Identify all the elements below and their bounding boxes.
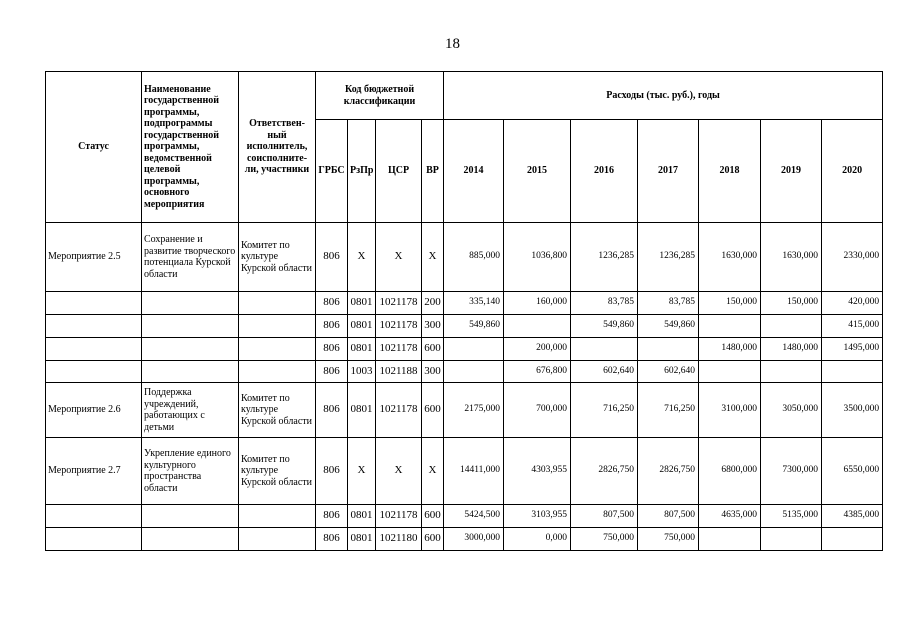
row-name bbox=[142, 505, 239, 528]
row-rzpr: X bbox=[348, 438, 376, 505]
row-expense-value: 750,000 bbox=[571, 528, 638, 551]
row-expense-value: 6800,000 bbox=[699, 438, 761, 505]
row-expense-value: 3050,000 bbox=[761, 383, 822, 438]
header-grbs: ГРБС bbox=[316, 120, 348, 223]
row-expense-value: 5135,000 bbox=[761, 505, 822, 528]
row-name bbox=[142, 315, 239, 338]
row-expense-value bbox=[761, 361, 822, 383]
header-vr: ВР bbox=[422, 120, 444, 223]
row-grbs: 806 bbox=[316, 361, 348, 383]
row-rzpr: X bbox=[348, 223, 376, 292]
row-expense-value: 83,785 bbox=[638, 292, 699, 315]
row-name: Поддержка учреждений, работающих с детьми bbox=[142, 383, 239, 438]
row-expense-value: 676,800 bbox=[504, 361, 571, 383]
row-vr: 600 bbox=[422, 505, 444, 528]
row-status bbox=[46, 315, 142, 338]
row-expense-value: 83,785 bbox=[571, 292, 638, 315]
header-rzpr: РзПр bbox=[348, 120, 376, 223]
row-expense-value: 807,500 bbox=[571, 505, 638, 528]
row-csr: 1021178 bbox=[376, 338, 422, 361]
row-grbs: 806 bbox=[316, 223, 348, 292]
header-year: 2017 bbox=[638, 120, 699, 223]
row-responsible: Комитет по культуре Курской области bbox=[239, 223, 316, 292]
row-vr: 600 bbox=[422, 383, 444, 438]
row-expense-value: 602,640 bbox=[571, 361, 638, 383]
row-csr: 1021180 bbox=[376, 528, 422, 551]
row-status bbox=[46, 505, 142, 528]
row-vr: 200 bbox=[422, 292, 444, 315]
row-grbs: 806 bbox=[316, 315, 348, 338]
row-status: Мероприятие 2.6 bbox=[46, 383, 142, 438]
row-vr: 300 bbox=[422, 361, 444, 383]
row-expense-value bbox=[571, 338, 638, 361]
row-expense-value bbox=[699, 315, 761, 338]
row-name bbox=[142, 292, 239, 315]
header-csr: ЦСР bbox=[376, 120, 422, 223]
row-name bbox=[142, 338, 239, 361]
row-expense-value bbox=[444, 338, 504, 361]
row-responsible: Комитет по культуре Курской области bbox=[239, 383, 316, 438]
row-expense-value: 1236,285 bbox=[571, 223, 638, 292]
table-row bbox=[46, 383, 883, 438]
budget-table bbox=[45, 71, 883, 551]
row-csr: 1021188 bbox=[376, 361, 422, 383]
header-responsible: Ответствен-ный исполнитель, соисполните-ли, участники bbox=[239, 72, 316, 223]
row-expense-value: 4385,000 bbox=[822, 505, 883, 528]
row-rzpr: 0801 bbox=[348, 528, 376, 551]
row-csr: X bbox=[376, 438, 422, 505]
row-responsible: Комитет по культуре Курской области bbox=[239, 438, 316, 505]
row-grbs: 806 bbox=[316, 528, 348, 551]
row-expense-value: 0,000 bbox=[504, 528, 571, 551]
row-expense-value: 3500,000 bbox=[822, 383, 883, 438]
row-responsible bbox=[239, 505, 316, 528]
row-expense-value: 200,000 bbox=[504, 338, 571, 361]
row-expense-value: 150,000 bbox=[761, 292, 822, 315]
row-expense-value: 4303,955 bbox=[504, 438, 571, 505]
row-expense-value: 420,000 bbox=[822, 292, 883, 315]
page-number: 18 bbox=[445, 36, 460, 52]
row-expense-value: 3000,000 bbox=[444, 528, 504, 551]
row-grbs: 806 bbox=[316, 383, 348, 438]
row-expense-value: 716,250 bbox=[638, 383, 699, 438]
header-year: 2015 bbox=[504, 120, 571, 223]
row-expense-value: 2175,000 bbox=[444, 383, 504, 438]
row-expense-value bbox=[761, 315, 822, 338]
row-csr: 1021178 bbox=[376, 505, 422, 528]
row-expense-value: 415,000 bbox=[822, 315, 883, 338]
row-responsible bbox=[239, 338, 316, 361]
header-name: Наименование государственной программы, подпрограммы государственной программы, ведомственной целевой программы, основного мероприятия bbox=[142, 72, 239, 223]
table-row bbox=[46, 528, 883, 551]
row-rzpr: 0801 bbox=[348, 383, 376, 438]
row-expense-value: 2330,000 bbox=[822, 223, 883, 292]
row-expense-value: 1036,800 bbox=[504, 223, 571, 292]
row-grbs: 806 bbox=[316, 292, 348, 315]
row-expense-value: 807,500 bbox=[638, 505, 699, 528]
table-row bbox=[46, 505, 883, 528]
header-expenses: Расходы (тыс. руб.), годы bbox=[444, 72, 883, 120]
row-status: Мероприятие 2.5 bbox=[46, 223, 142, 292]
row-expense-value: 700,000 bbox=[504, 383, 571, 438]
row-name: Укрепление единого культурного пространства области bbox=[142, 438, 239, 505]
row-name bbox=[142, 528, 239, 551]
row-vr: 600 bbox=[422, 338, 444, 361]
row-status bbox=[46, 338, 142, 361]
row-expense-value: 5424,500 bbox=[444, 505, 504, 528]
row-expense-value: 335,140 bbox=[444, 292, 504, 315]
row-responsible bbox=[239, 361, 316, 383]
row-responsible bbox=[239, 292, 316, 315]
row-grbs: 806 bbox=[316, 438, 348, 505]
row-expense-value bbox=[761, 528, 822, 551]
row-rzpr: 0801 bbox=[348, 505, 376, 528]
row-expense-value: 14411,000 bbox=[444, 438, 504, 505]
row-vr: 600 bbox=[422, 528, 444, 551]
row-csr: 1021178 bbox=[376, 383, 422, 438]
row-expense-value: 160,000 bbox=[504, 292, 571, 315]
row-expense-value: 549,860 bbox=[638, 315, 699, 338]
table-row bbox=[46, 223, 883, 292]
row-expense-value: 549,860 bbox=[444, 315, 504, 338]
row-csr: 1021178 bbox=[376, 292, 422, 315]
row-expense-value: 1495,000 bbox=[822, 338, 883, 361]
row-expense-value: 3100,000 bbox=[699, 383, 761, 438]
header-year: 2016 bbox=[571, 120, 638, 223]
header-year: 2018 bbox=[699, 120, 761, 223]
row-expense-value: 7300,000 bbox=[761, 438, 822, 505]
table-row bbox=[46, 315, 883, 338]
header-status: Статус bbox=[46, 72, 142, 223]
row-expense-value: 549,860 bbox=[571, 315, 638, 338]
row-name: Сохранение и развитие творческого потенциала Курской области bbox=[142, 223, 239, 292]
row-vr: 300 bbox=[422, 315, 444, 338]
table-row bbox=[46, 438, 883, 505]
row-expense-value: 602,640 bbox=[638, 361, 699, 383]
row-expense-value bbox=[699, 361, 761, 383]
row-csr: X bbox=[376, 223, 422, 292]
row-vr: X bbox=[422, 438, 444, 505]
header-year: 2019 bbox=[761, 120, 822, 223]
row-rzpr: 1003 bbox=[348, 361, 376, 383]
row-responsible bbox=[239, 528, 316, 551]
row-expense-value: 885,000 bbox=[444, 223, 504, 292]
row-expense-value: 6550,000 bbox=[822, 438, 883, 505]
row-expense-value: 1480,000 bbox=[699, 338, 761, 361]
row-expense-value bbox=[822, 528, 883, 551]
header-budget-code: Код бюджетной классификации bbox=[316, 72, 444, 120]
header-year: 2020 bbox=[822, 120, 883, 223]
row-name bbox=[142, 361, 239, 383]
row-expense-value bbox=[822, 361, 883, 383]
row-expense-value bbox=[504, 315, 571, 338]
row-responsible bbox=[239, 315, 316, 338]
row-expense-value: 1236,285 bbox=[638, 223, 699, 292]
row-csr: 1021178 bbox=[376, 315, 422, 338]
row-expense-value: 1480,000 bbox=[761, 338, 822, 361]
table-row bbox=[46, 292, 883, 315]
row-expense-value: 716,250 bbox=[571, 383, 638, 438]
row-status bbox=[46, 528, 142, 551]
row-rzpr: 0801 bbox=[348, 292, 376, 315]
row-expense-value bbox=[699, 528, 761, 551]
row-expense-value: 2826,750 bbox=[638, 438, 699, 505]
table-row bbox=[46, 361, 883, 383]
row-vr: X bbox=[422, 223, 444, 292]
row-expense-value: 2826,750 bbox=[571, 438, 638, 505]
row-status bbox=[46, 361, 142, 383]
row-grbs: 806 bbox=[316, 338, 348, 361]
row-rzpr: 0801 bbox=[348, 315, 376, 338]
header-year: 2014 bbox=[444, 120, 504, 223]
row-expense-value: 1630,000 bbox=[761, 223, 822, 292]
table-row bbox=[46, 338, 883, 361]
row-expense-value: 4635,000 bbox=[699, 505, 761, 528]
row-grbs: 806 bbox=[316, 505, 348, 528]
row-status bbox=[46, 292, 142, 315]
row-expense-value bbox=[638, 338, 699, 361]
row-status: Мероприятие 2.7 bbox=[46, 438, 142, 505]
row-expense-value: 3103,955 bbox=[504, 505, 571, 528]
row-expense-value: 1630,000 bbox=[699, 223, 761, 292]
row-expense-value: 750,000 bbox=[638, 528, 699, 551]
row-expense-value bbox=[444, 361, 504, 383]
row-expense-value: 150,000 bbox=[699, 292, 761, 315]
row-rzpr: 0801 bbox=[348, 338, 376, 361]
